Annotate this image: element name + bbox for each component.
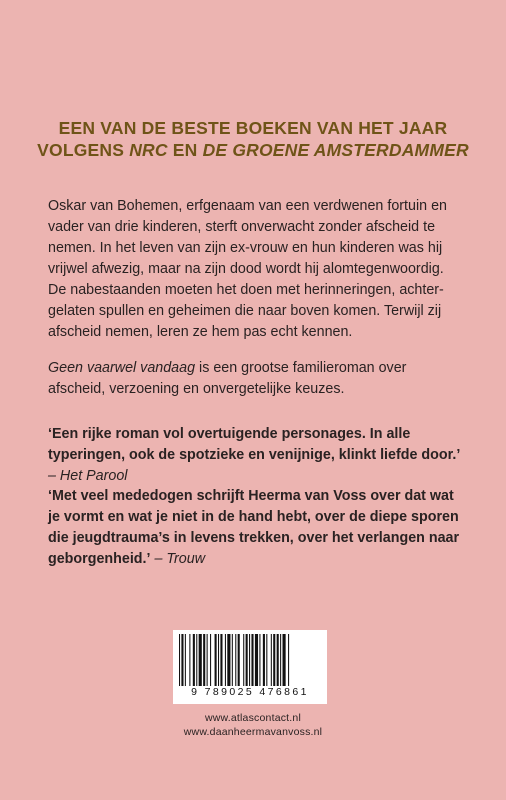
barcode-bar [196, 634, 197, 686]
barcode-bar [193, 634, 195, 686]
barcode-bar [232, 634, 233, 686]
barcode-bar [263, 634, 265, 686]
review-quote-1 [48, 424, 468, 487]
review-quote-text: ‘Met veel mededogen schrijft Heerma van Voss over dat wat je vormt en wat je niet in de hand hebt, over de diepe sporen die jeugdtrauma’s in levens trekken, over het verlangen naar geborgenheid.’ [48, 488, 460, 567]
barcode-bar [288, 634, 289, 686]
review-quote-text: ‘Een rijke roman vol overtuigende personages. In alle typeringen, ook de spotzieke en venijnige, klinkt liefde door.’ [48, 426, 461, 463]
headline-line-2 [0, 139, 506, 161]
barcode-bar [179, 634, 180, 686]
barcode-bar [203, 634, 205, 686]
blurb-paragraph-1: Oskar van Bohemen, erfgenaam van een verdwenen fortuin en vader van drie kinderen, sterft onverwacht zonder afscheid te nemen. In het leven van zijn ex-vrouw en hun kinderen was hij vrijwel afwezig, maar na zijn dood wordt hij alomtegenwoordig. De nabestaanden moeten het doen met herinneringen, achter-gelaten spullen en geheimen die naar boven komen. Terwijl zij afscheid nemen, leren ze hem pas echt kennen. [48, 198, 447, 340]
barcode-bar [259, 634, 260, 686]
barcode-bar [215, 634, 217, 686]
isbn-number: 9 789025 476861 [191, 686, 309, 698]
publisher-url[interactable]: www.atlascontact.nl [204, 712, 301, 724]
barcode-bar [283, 634, 286, 686]
barcode-bar [266, 634, 267, 686]
barcode-bar [189, 634, 190, 686]
book-title: Geen vaarwel vandaag [48, 360, 196, 376]
author-url[interactable]: www.daanheermavanvoss.nl [183, 726, 323, 738]
barcode-bar [249, 634, 250, 686]
barcode-bar [277, 634, 279, 686]
review-source: – Het Parool [48, 468, 128, 484]
blurb-paragraph-2 [48, 358, 460, 400]
barcode-bar [218, 634, 219, 686]
headline-connector: EN [167, 140, 203, 160]
barcode-bar [225, 634, 226, 686]
barcode-bar [235, 634, 236, 686]
barcode-bars [179, 634, 321, 686]
headline-magazine: DE GROENE AMSTERDAMMER [202, 140, 469, 160]
barcode-bar [220, 634, 222, 686]
barcode-bar [271, 634, 272, 686]
headline-line-1: EEN VAN DE BESTE BOEKEN VAN HET JAAR [58, 118, 448, 138]
barcode-bar [238, 634, 240, 686]
barcode-bar [185, 634, 186, 686]
barcode-bar [207, 634, 208, 686]
barcode-bar [210, 634, 211, 686]
barcode-bar [199, 634, 202, 686]
isbn-barcode [173, 630, 327, 704]
barcode-bar [273, 634, 275, 686]
barcode-bar [255, 634, 258, 686]
headline-prefix: VOLGENS [37, 140, 130, 160]
barcode-bar [280, 634, 281, 686]
headline-nrc: NRC [129, 140, 168, 160]
barcode-bar [227, 634, 230, 686]
barcode-bar [246, 634, 248, 686]
blurb-paragraph-2-text: is een grootse familieroman over afscheid, verzoening en onvergetelijke keuzes. [48, 360, 407, 397]
review-quote-2 [48, 486, 468, 570]
review-source: – Trouw [150, 551, 206, 567]
barcode-bar [243, 634, 244, 686]
barcode-bar [181, 634, 183, 686]
barcode-bar [251, 634, 253, 686]
